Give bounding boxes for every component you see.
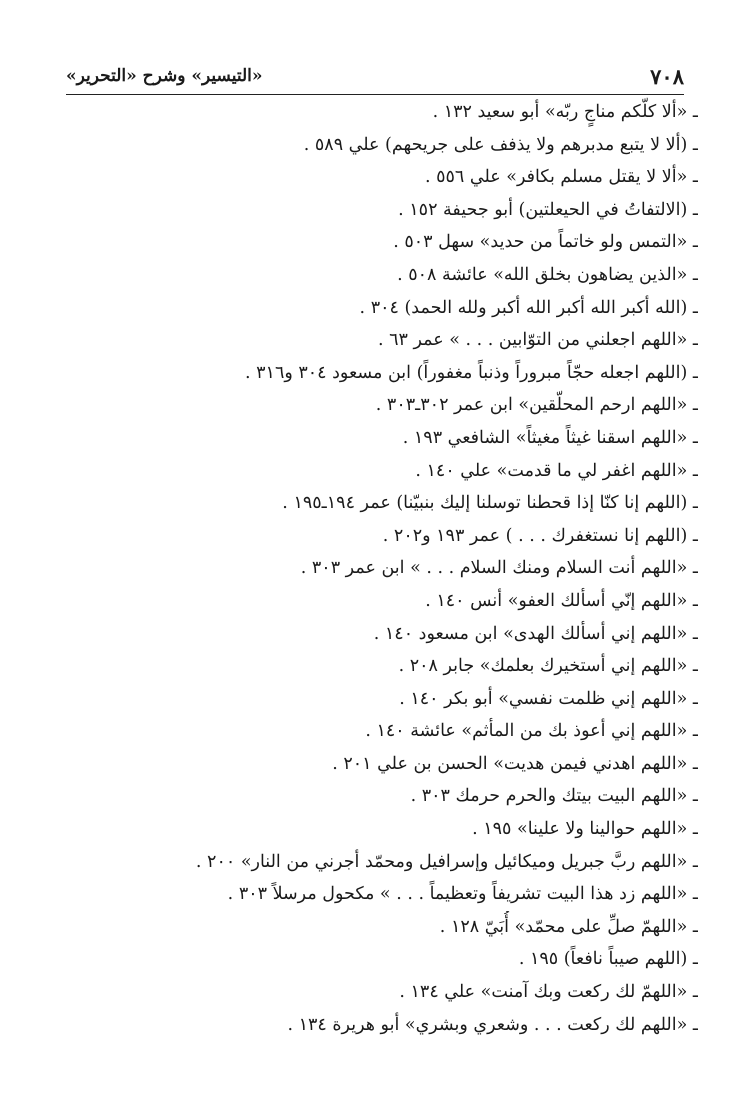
running-title: «التيسير» وشرح «التحرير» [66, 66, 263, 86]
index-entry: ـ «اللهمّ لك ركعت وبك آمنت» علي ١٣٤ . [399, 982, 698, 1003]
index-entry: ـ (اللهم اجعله حجّاً مبروراً وذنباً مغفوراً) ابن مسعود ٣٠٤ و٣١٦ . [245, 362, 698, 383]
index-entry: ـ «اللهم لك ركعت . . . وشعري وبشري» أبو هريرة ١٣٤ . [287, 1014, 698, 1035]
index-entry: ـ «اللهم ارحم المحلّقين» ابن عمر ٣٠٢ـ٣٠٣ . [375, 395, 698, 416]
index-entry: ـ (اللهم إنا كنّا إذا قحطنا توسلنا إليك بنبيّنا) عمر ١٩٤ـ١٩٥ . [282, 493, 698, 514]
index-entry: ـ «اللهم إني ظلمت نفسي» أبو بكر ١٤٠ . [399, 688, 698, 709]
index-entry: ـ «ألا لا يقتل مسلم بكافر» علي ٥٥٦ . [424, 167, 698, 188]
index-entry: ـ «ألا كلّكم مناجٍ ربّه» أبو سعيد ١٣٢ . [432, 102, 698, 122]
index-entry: ـ (الله أكبر الله أكبر الله أكبر ولله الحمد) ٣٠٤ . [359, 297, 698, 318]
index-entry: ـ «اللهم إني أعوذ بك من المأثم» عائشة ١٤٠ . [365, 721, 698, 742]
index-entry: ـ «التمس ولو خاتماً من حديد» سهل ٥٠٣ . [393, 232, 698, 253]
index-entry: ـ «اللهم أنت السلام ومنك السلام . . . » ابن عمر ٣٠٣ . [300, 558, 698, 579]
page-number: ٧٠٨ [650, 63, 684, 89]
index-entry: ـ (اللهم إنا نستغفرك . . . ) عمر ١٩٣ و٢٠٢ . [382, 525, 698, 546]
index-entry: ـ «اللهم اسقنا غيثاً مغيثاً» الشافعي ١٩٣ . [402, 427, 698, 448]
index-entry: ـ (اللهم صيباً نافعاً) ١٩٥ . [518, 949, 698, 970]
index-entry: ـ «اللهمّ صلِّ على محمّد» أُبَيّ ١٢٨ . [439, 916, 698, 937]
index-entry: ـ «اللهم ربَّ جبريل وميكائيل وإسرافيل ومحمّد أجرني من النار» ٢٠٠ . [195, 851, 698, 872]
index-entry: ـ «اللهم البيت بيتك والحرم حرمك ٣٠٣ . [410, 786, 698, 807]
index-entry: ـ «اللهم إني أسألك الهدى» ابن مسعود ١٤٠ . [373, 623, 698, 644]
index-entry: ـ «اللهم حوالينا ولا علينا» ١٩٥ . [472, 819, 698, 840]
index-entry: ـ «اللهم إنّي أسألك العفو» أنس ١٤٠ . [425, 590, 698, 611]
index-entry: ـ «اللهم اغفر لي ما قدمت» علي ١٤٠ . [415, 460, 698, 481]
index-entry: ـ (الالتفاتُ في الحيعلتين) أبو جحيفة ١٥٢ . [398, 199, 698, 220]
index-entries [40, 96, 698, 1041]
index-entry: ـ «اللهم اجعلني من التوّابين . . . » عمر ٦٣ . [377, 330, 698, 351]
index-entry: ـ (ألا لا يتبع مدبرهم ولا يذفف على جريحهم) علي ٥٨٩ . [303, 134, 698, 155]
index-entry: ـ «اللهم زد هذا البيت تشريفاً وتعظيماً . . . » مكحول مرسلاً ٣٠٣ . [227, 884, 698, 905]
index-entry: ـ «اللهم اهدني فيمن هديت» الحسن بن علي ٢٠١ . [332, 753, 698, 774]
index-entry: ـ «اللهم إني أستخيرك بعلمك» جابر ٢٠٨ . [398, 656, 698, 677]
index-entry: ـ «الذين يضاهون بخلق الله» عائشة ٥٠٨ . [397, 264, 698, 285]
page-header [66, 58, 684, 95]
